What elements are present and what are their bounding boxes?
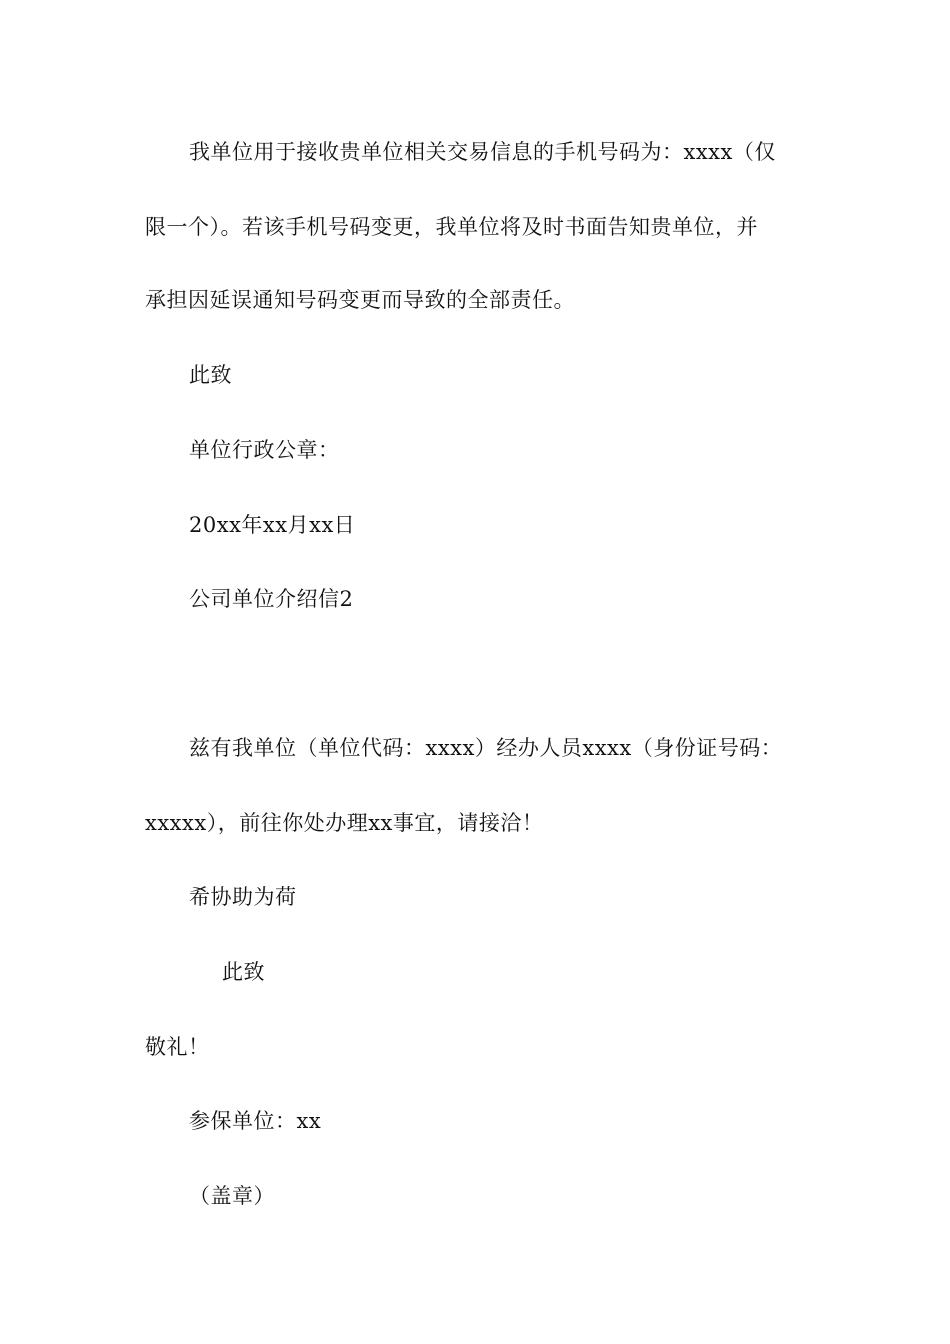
paragraph-2-line-1: 兹有我单位（单位代码：xxxx）经办人员xxxx（身份证号码： [189,736,783,760]
salutation-1: 此致 [189,363,232,387]
paragraph-1-line-2: 限一个）。若该手机号码变更，我单位将及时书面告知贵单位，并 [145,215,758,239]
salutation-2: 此致 [222,960,265,984]
paragraph-2-line-2: xxxxx），前往你处办理xx事宜，请接洽！ [145,811,544,835]
stamp-label: （盖章） [189,1184,275,1208]
letter-2-title: 公司单位介绍信2 [189,587,354,611]
date: 20xx年xx月xx日 [189,513,356,537]
insured-unit: 参保单位：xx [189,1109,322,1133]
paragraph-1-line-3: 承担因延误通知号码变更而导致的全部责任。 [145,288,575,312]
regards: 敬礼！ [145,1035,210,1059]
paragraph-1-line-1: 我单位用于接收贵单位相关交易信息的手机号码为：xxxx（仅 [189,140,776,164]
seal-label: 单位行政公章： [189,438,340,462]
request-line: 希协助为荷 [189,885,297,909]
